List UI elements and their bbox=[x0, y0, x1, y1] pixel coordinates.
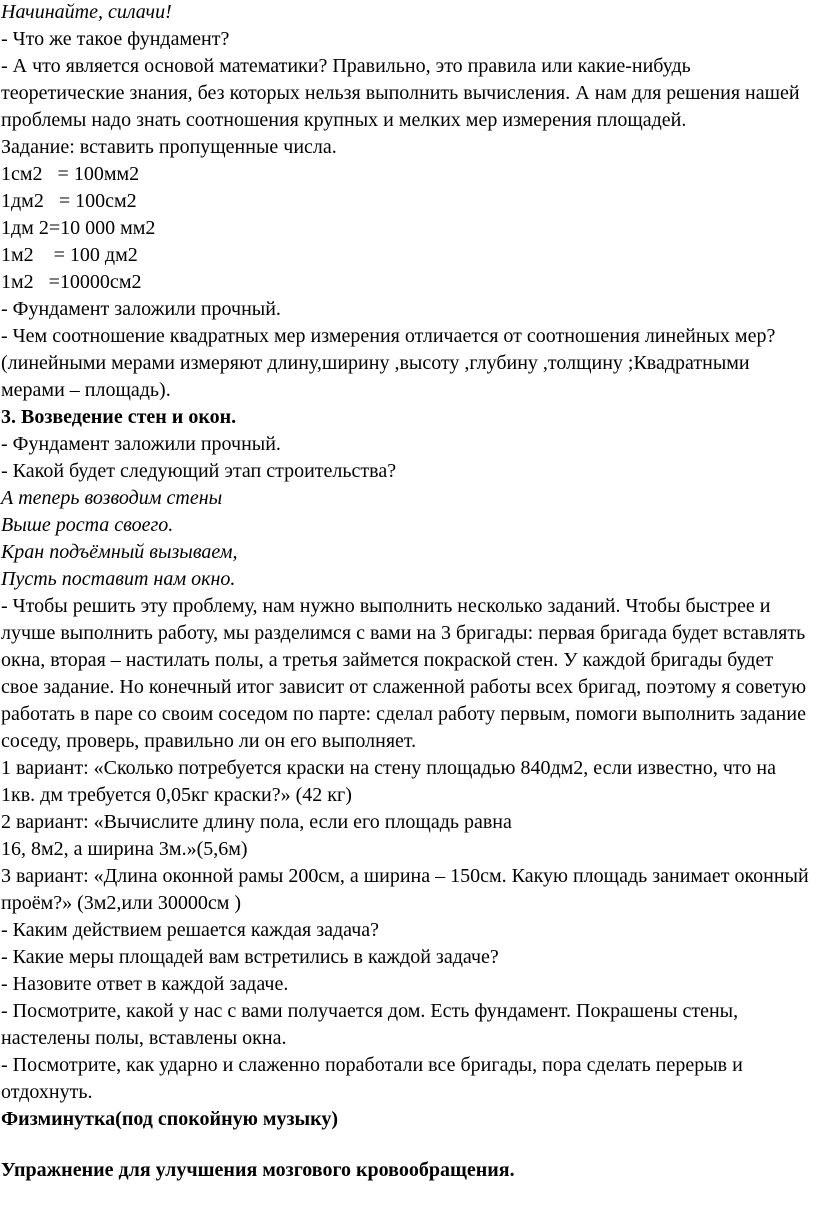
task-label: Задание: вставить пропущенные числа. bbox=[1, 136, 337, 158]
intro-line: Начинайте, силачи! bbox=[1, 1, 172, 23]
physical-minute-heading: Физминутка(под спокойную музыку) bbox=[1, 1108, 339, 1130]
statement-line: - Фундамент заложили прочный. bbox=[1, 433, 281, 455]
paragraph-break: - Посмотрите, как ударно и слаженно поработали все бригады, пора сделать перерыв и отдохнуть. bbox=[1, 1054, 743, 1103]
variant-2-continued: 16, 8м2, а ширина 3м.»(5,6м) bbox=[1, 838, 248, 860]
paragraph-measures: - Чем соотношение квадратных мер измерения отличается от соотношения линейных мер?(линейными мерами измеряют длину,ширину ,высоту ,глубину ,толщину ;Квадратными мерами – площадь). bbox=[1, 325, 776, 401]
paragraph-brigades: - Чтобы решить эту проблему, нам нужно выполнить несколько заданий. Чтобы быстрее и лучше выполнить работу, мы разделимся с вами на 3 бригады: первая бригада будет вставлять окна, вторая – настилать полы, а третья займется покраской стен. У каждой бригады будет свое задание. Но конечный итог зависит от слаженной работы всех бригад, поэтому я советую работать в паре со своим соседом по парте: сделал работу первым, помоги выполнить задание соседу, проверь, правильно ли он его выполняет. bbox=[1, 595, 807, 752]
poem-line: Пусть поставит нам окно. bbox=[1, 568, 236, 590]
paragraph-house: - Посмотрите, какой у нас с вами получается дом. Есть фундамент. Покрашены стены, настелены полы, вставлены окна. bbox=[1, 1000, 739, 1049]
document-body bbox=[1, 0, 813, 1184]
equation-line: 1дм2 = 100см2 bbox=[1, 190, 137, 212]
equation-line: 1см2 = 100мм2 bbox=[1, 163, 140, 185]
poem-line: Выше роста своего. bbox=[1, 514, 174, 536]
question-line: - Каким действием решается каждая задача? bbox=[1, 919, 380, 941]
variant-3: 3 вариант: «Длина оконной рамы 200см, а ширина – 150см. Какую площадь занимает оконный проём?» (3м2,или 30000см ) bbox=[1, 865, 809, 914]
exercise-heading: Упражнение для улучшения мозгового кровообращения. bbox=[1, 1159, 515, 1181]
question-line: - Какие меры площадей вам встретились в каждой задаче? bbox=[1, 946, 499, 968]
question-line: - Назовите ответ в каждой задаче. bbox=[1, 973, 289, 995]
poem-line: Кран подъёмный вызываем, bbox=[1, 541, 238, 563]
statement-line: - Фундамент заложили прочный. bbox=[1, 298, 281, 320]
poem-line: А теперь возводим стены bbox=[1, 487, 223, 509]
equation-line: 1м2 = 100 дм2 bbox=[1, 244, 138, 266]
paragraph-math-basis: - А что является основой математики? Правильно, это правила или какие-нибудь теоретические знания, без которых нельзя выполнить вычисления. А нам для решения нашей проблемы надо знать соотношения крупных и мелких мер измерения площадей. bbox=[1, 55, 800, 131]
question-line: - Какой будет следующий этап строительства? bbox=[1, 460, 397, 482]
equation-line: 1дм 2=10 000 мм2 bbox=[1, 217, 156, 239]
equation-line: 1м2 =10000см2 bbox=[1, 271, 142, 293]
variant-2: 2 вариант: «Вычислите длину пола, если его площадь равна bbox=[1, 811, 512, 833]
variant-1: 1 вариант: «Сколько потребуется краски на стену площадью 840дм2, если известно, что на 1кв. дм требуется 0,05кг краски?» (42 кг) bbox=[1, 757, 776, 806]
question-foundation: - Что же такое фундамент? bbox=[1, 28, 230, 50]
section-heading: 3. Возведение стен и окон. bbox=[1, 406, 237, 428]
